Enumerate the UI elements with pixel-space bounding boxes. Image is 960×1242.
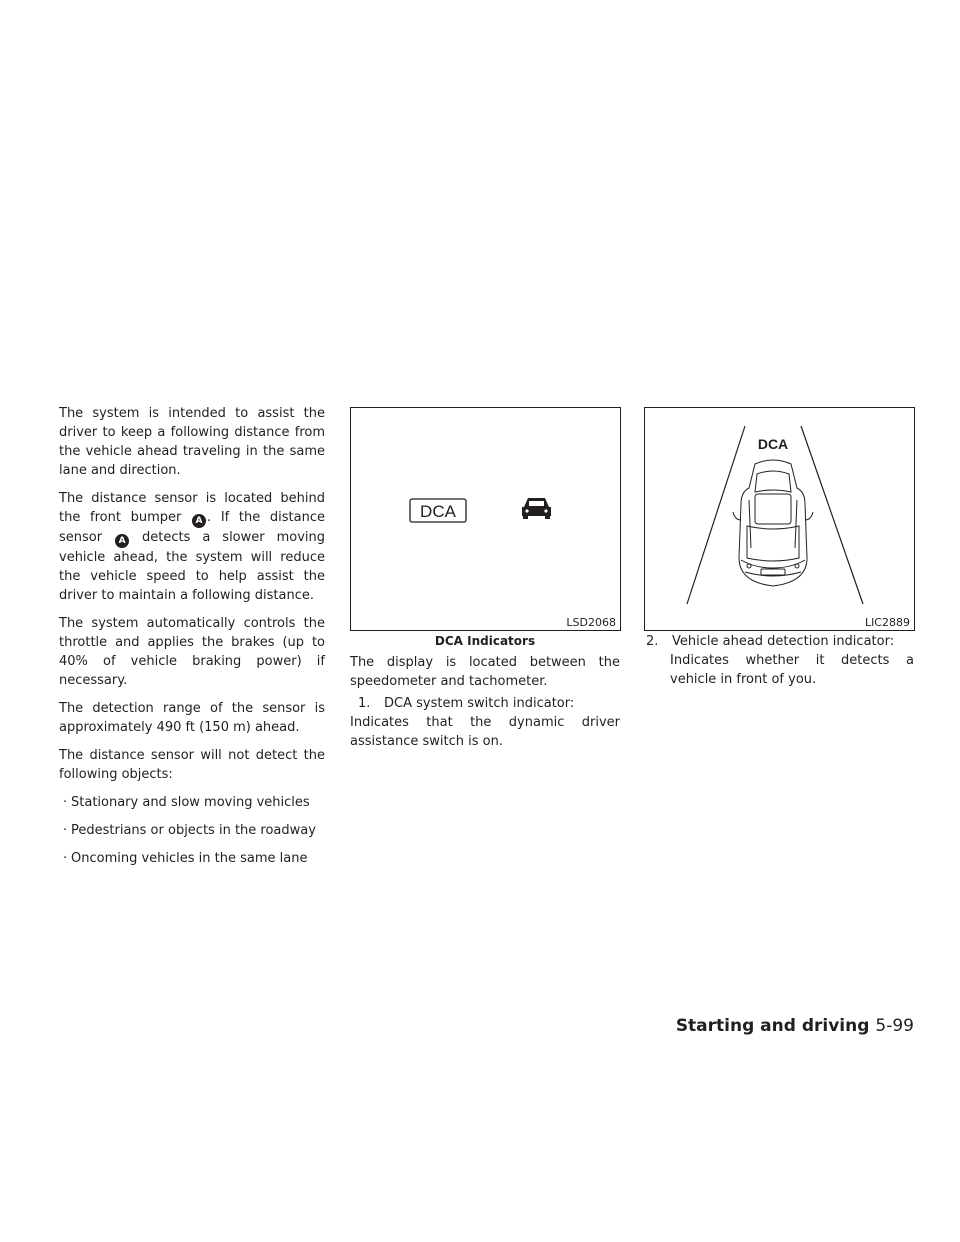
figure-caption: DCA Indicators — [434, 634, 536, 648]
list-item: · Stationary and slow moving vehicles — [59, 793, 325, 812]
intro-paragraph: The system is intended to assist the driver to keep a following distance from the vehicle ahead traveling in the same lane and direction. — [59, 406, 325, 478]
column-left — [59, 404, 325, 877]
column-right — [644, 632, 914, 698]
list-item-2-description: Indicates whether it detects a vehicle in front of you. — [670, 653, 914, 687]
page-footer — [676, 1015, 914, 1037]
not-detected-list — [59, 793, 325, 868]
figure-vehicle-detection — [644, 407, 915, 631]
lane-line-left — [687, 426, 745, 604]
not-detect-paragraph: The distance sensor will not detect the following objects: — [59, 748, 325, 782]
column-middle — [350, 632, 620, 760]
figure-code: LSD2068 — [566, 616, 616, 629]
dca-indicators-illustration — [351, 408, 620, 630]
dca-label: DCA — [757, 436, 789, 452]
marker-a-icon: A — [192, 514, 206, 528]
dca-indicator-text: DCA — [420, 502, 456, 521]
display-location-paragraph: The display is located between the speedometer and tachometer. — [350, 655, 620, 689]
vehicle-ahead-icon — [522, 498, 551, 519]
lane-line-right — [801, 426, 863, 604]
list-item-1: 1. DCA system switch indicator: — [358, 696, 575, 711]
figure-code: LIC2889 — [864, 616, 910, 629]
vehicle-detection-illustration — [645, 408, 914, 630]
page-number: 5-99 — [875, 1016, 914, 1036]
list-item: · Oncoming vehicles in the same lane — [59, 849, 325, 868]
list-item-2: 2. Vehicle ahead detection indicator: — [646, 634, 895, 649]
car-top-view-icon — [733, 460, 813, 586]
figure-dca-indicators — [350, 407, 621, 631]
marker-a-icon: A — [115, 534, 129, 548]
list-item: · Pedestrians or objects in the roadway — [59, 821, 325, 840]
section-title: Starting and driving — [675, 1016, 870, 1036]
sensor-location-paragraph: The distance sensor is located behind the front bumper A . If the distance sensor A detects a slower moving vehicle ahead, the system will reduce the vehicle speed to help assist the driver to maintain a following distance. — [59, 491, 326, 603]
list-item-1-description: Indicates that the dynamic driver assistance switch is on. — [350, 715, 620, 749]
throttle-paragraph: The system automatically controls the throttle and applies the brakes (up to 40% of vehicle braking power) if necessary. — [59, 616, 325, 688]
range-paragraph: The detection range of the sensor is approximately 490 ft (150 m) ahead. — [59, 701, 325, 735]
